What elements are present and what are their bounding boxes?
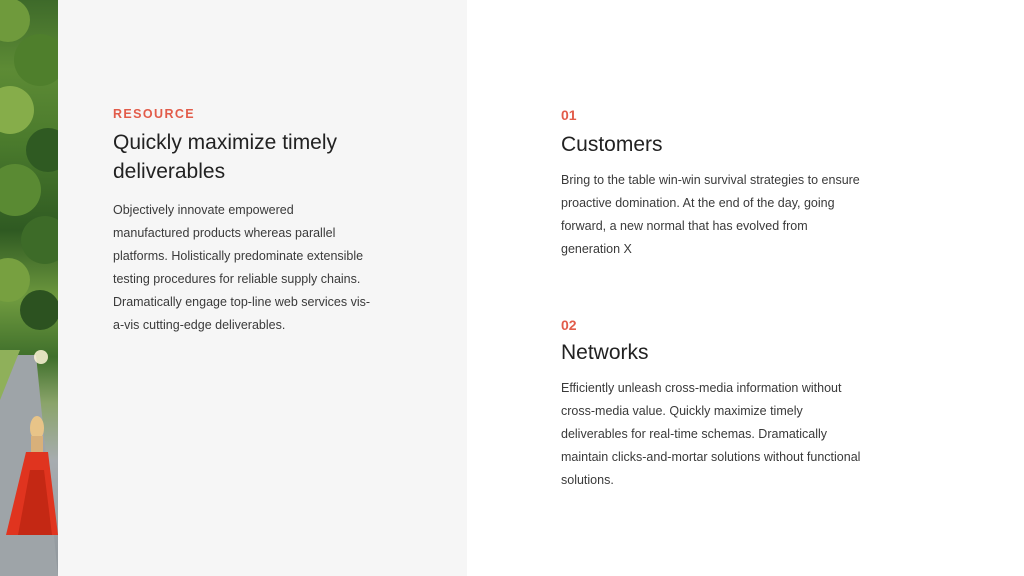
section-title: Quickly maximize timely deliverables xyxy=(113,131,338,183)
section-body: Objectively innovate empowered manufactured products whereas parallel platforms. Holistically predominate extensible testing procedures for reliable supply chains. Dramatically engage top-line web services vis-a-vis cutting-edge deliverables. xyxy=(113,203,371,332)
feature-number: 02 xyxy=(561,317,577,333)
feature-item-customers xyxy=(561,106,871,261)
road-photo-image xyxy=(0,0,58,576)
section-eyebrow: RESOURCE xyxy=(113,107,196,121)
feature-number: 01 xyxy=(561,107,577,123)
feature-title: Networks xyxy=(561,341,649,364)
feature-item-networks xyxy=(561,316,871,492)
feature-title: Customers xyxy=(561,133,663,156)
road-photo-illustration xyxy=(0,0,58,576)
feature-body: Efficiently unleash cross-media information without cross-media value. Quickly maximize timely deliverables for real-time schemas. Dramatically maintain clicks-and-mortar solutions without functional solutions. xyxy=(561,381,861,487)
feature-body: Bring to the table win-win survival strategies to ensure proactive domination. At the end of the day, going forward, a new normal that has evolved from generation X xyxy=(561,173,860,256)
